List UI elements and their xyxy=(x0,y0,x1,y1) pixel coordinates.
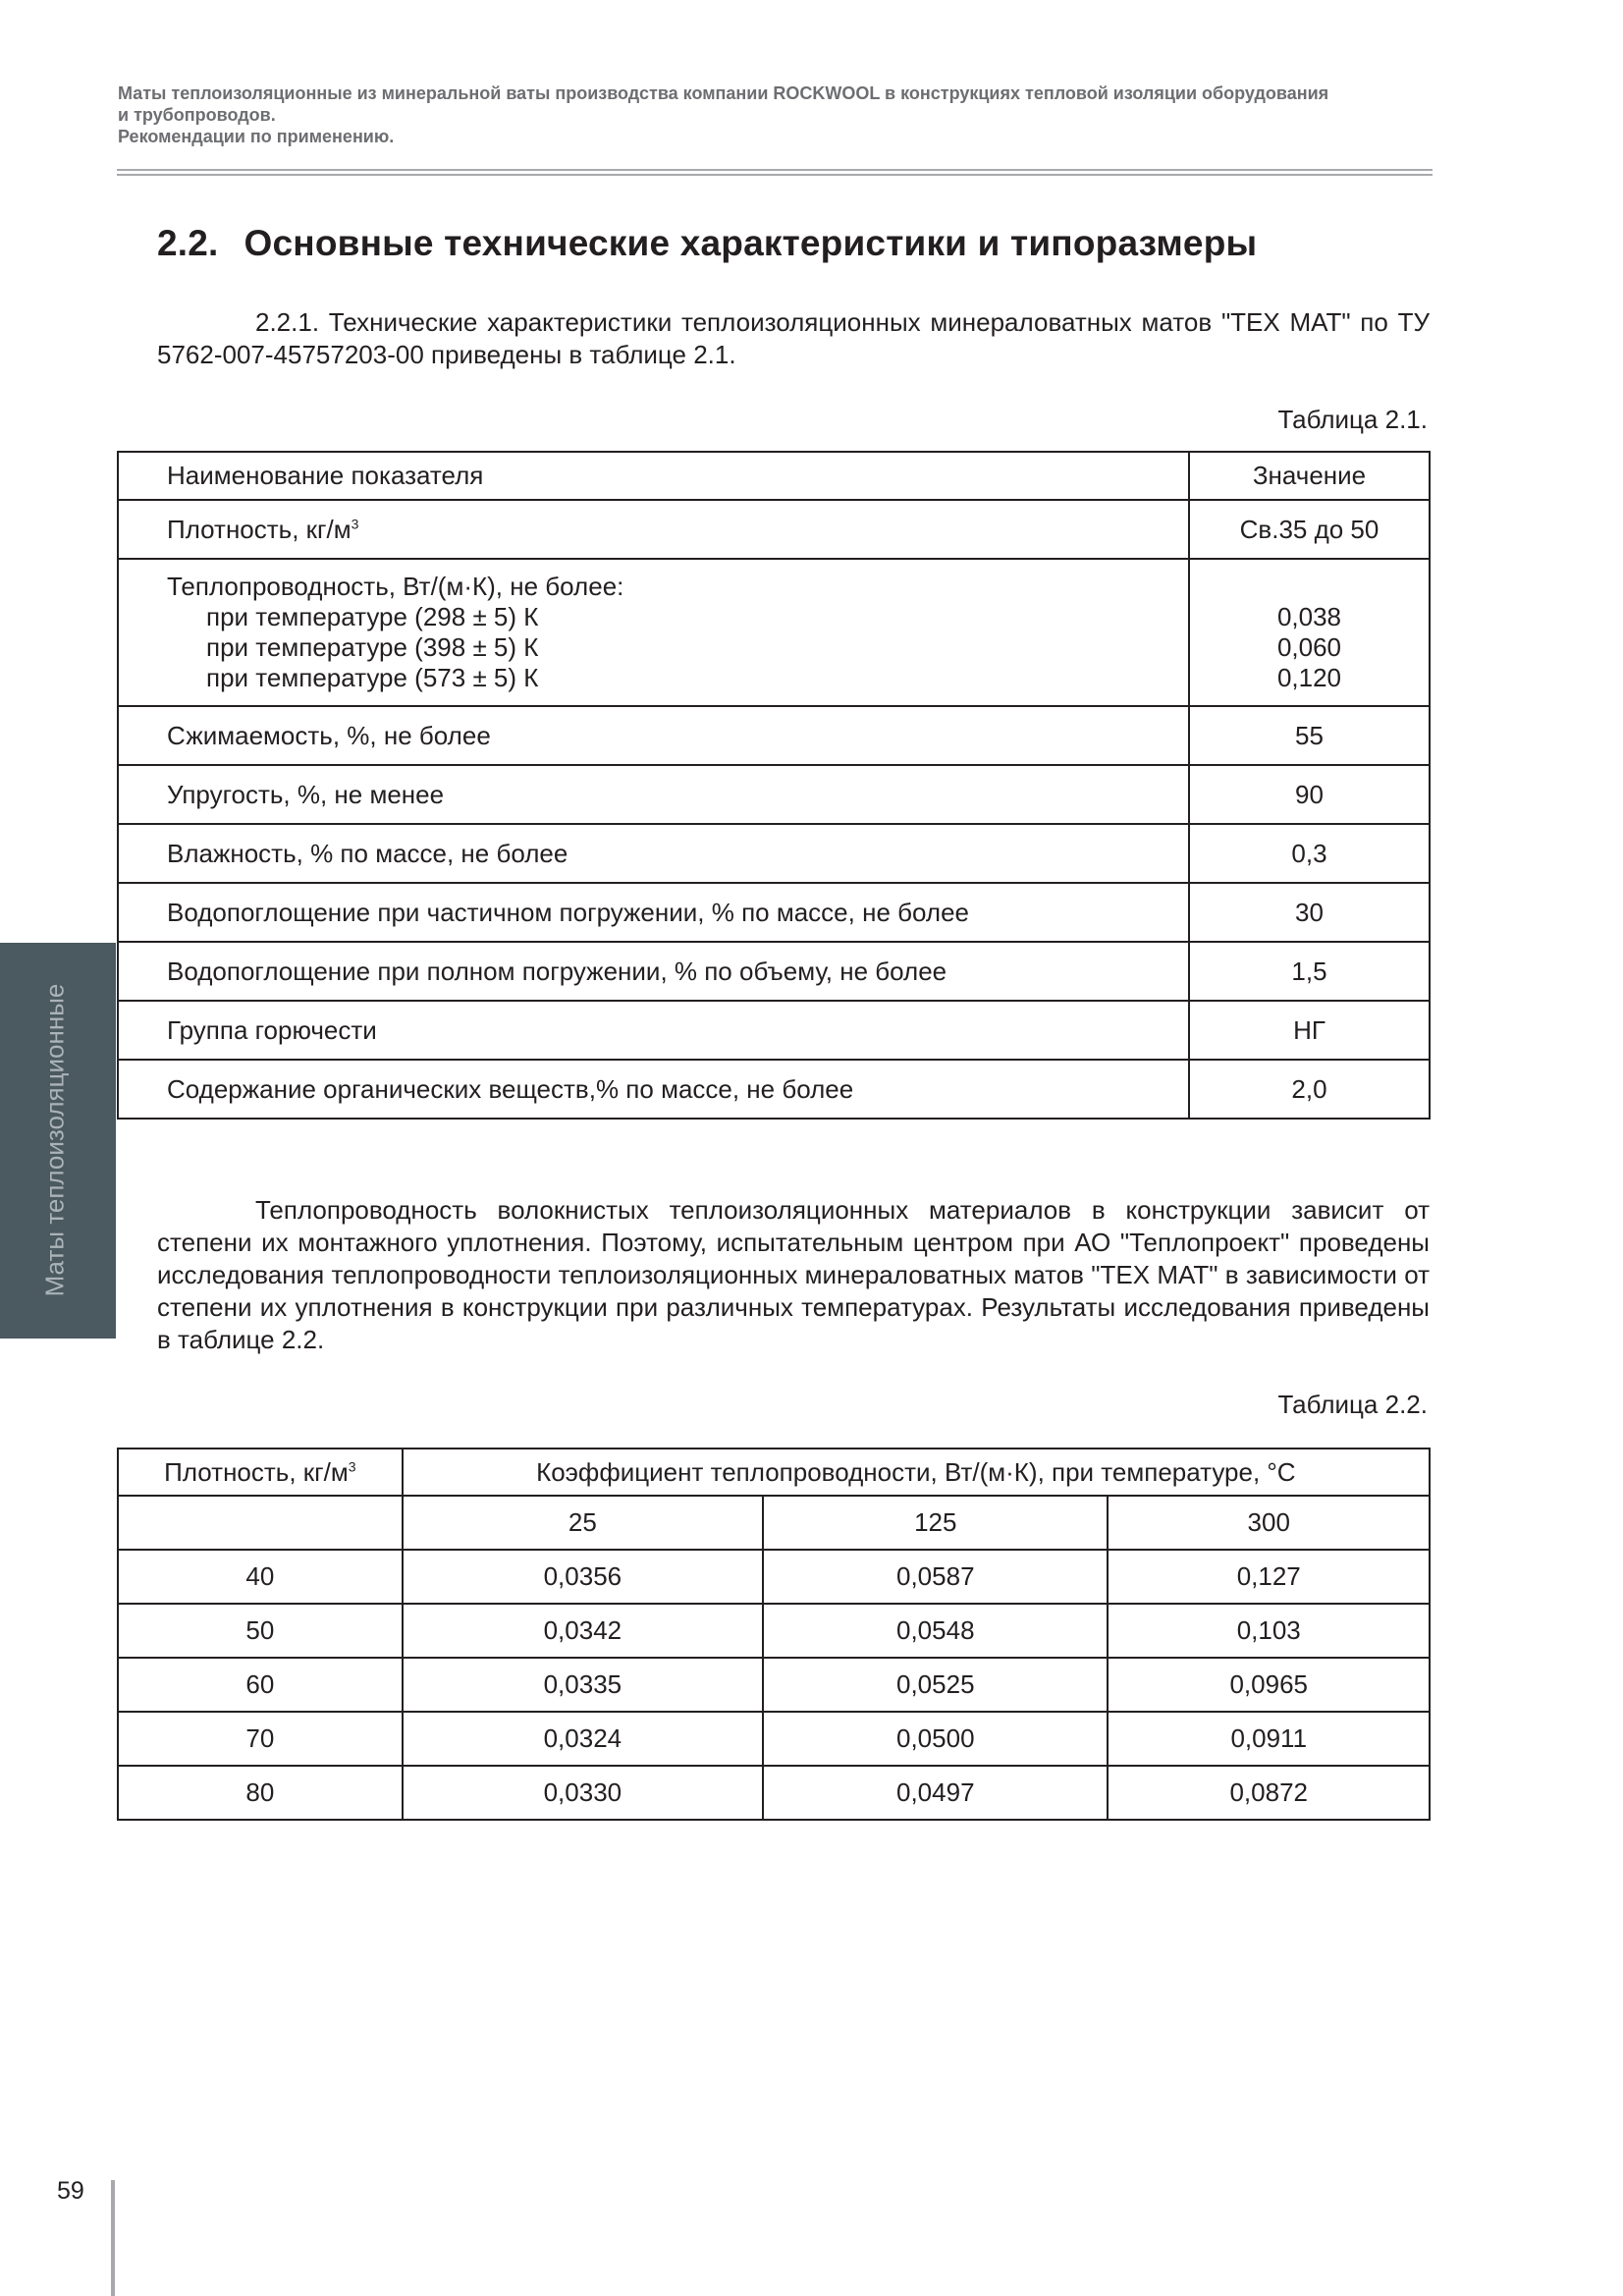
table2-row xyxy=(118,1712,1430,1766)
temperature-cell: 125 xyxy=(763,1496,1108,1550)
value-cell: 0,0324 xyxy=(403,1712,763,1766)
table2-temperature-row xyxy=(118,1496,1430,1550)
coefficient-header-cell: Коэффициент теплопроводности, Вт/(м·К), при температуре, °С xyxy=(403,1449,1430,1496)
row-name-cell: Содержание органических веществ,% по массе, не более xyxy=(118,1060,1189,1119)
table-row xyxy=(118,942,1430,1001)
value-cell: 0,0587 xyxy=(763,1550,1108,1604)
table-conductivity-by-density xyxy=(117,1448,1431,1821)
research-paragraph: Теплопроводность волокнистых теплоизоляционных материалов в конструкции зависит от степени их монтажного уплотнения. Поэтому, испытательным центром при АО "Теплопроект" проведены исследования теплопроводности теплоизоляционных минераловатных матов "ТЕХ МАТ" в зависимости от степени их уплотнения в конструкции при различных температурах. Результаты исследования приведены в таблице 2.2. xyxy=(157,1195,1430,1354)
conductivity-value-398: 0,060 xyxy=(1276,632,1342,662)
header-rule-top xyxy=(117,169,1433,171)
table-row xyxy=(118,706,1430,765)
page-number-bar xyxy=(111,2180,115,2296)
value-cell: 0,0335 xyxy=(403,1658,763,1712)
row-value-cell: 55 xyxy=(1189,706,1430,765)
row-name-cell: Упругость, %, не менее xyxy=(118,765,1189,824)
section-heading: Основные технические характеристики и типоразмеры xyxy=(243,223,1258,263)
page-number: 59 xyxy=(57,2177,84,2205)
table1-caption: Таблица 2.1. xyxy=(1277,405,1428,434)
header-line-2: и трубопроводов. xyxy=(118,105,276,125)
value-cell: 0,0342 xyxy=(403,1604,763,1658)
row-value-cell: НГ xyxy=(1189,1001,1430,1060)
value-cell: 0,0497 xyxy=(763,1766,1108,1820)
table2-row xyxy=(118,1604,1430,1658)
conductivity-name-cell xyxy=(118,559,1189,706)
table2-row xyxy=(118,1766,1430,1820)
table-header-row xyxy=(118,452,1430,500)
row-name-cell: Водопоглощение при полном погружении, % по объему, не более xyxy=(118,942,1189,1001)
density-header-cell xyxy=(118,1449,403,1496)
density-header-sup: 3 xyxy=(348,1457,356,1474)
sidebar-tab-label: Маты теплоизоляционные xyxy=(39,983,70,1297)
conductivity-label-298: при температуре (298 ± 5) К xyxy=(206,602,539,631)
conductivity-name: Теплопроводность, Вт/(м·К), не более: xyxy=(167,572,624,601)
table-row xyxy=(118,824,1430,883)
density-cell: 50 xyxy=(118,1604,403,1658)
density-header: Плотность, кг/м xyxy=(164,1456,349,1487)
density-value-cell: Св.35 до 50 xyxy=(1189,500,1430,559)
table-row xyxy=(118,765,1430,824)
value-cell: 0,0525 xyxy=(763,1658,1108,1712)
table-row-density xyxy=(118,500,1430,559)
density-unit-sup: 3 xyxy=(351,515,359,531)
table2-header-row xyxy=(118,1449,1430,1496)
table2-row xyxy=(118,1550,1430,1604)
intro-paragraph: 2.2.1. Технические характеристики теплоизоляционных минераловатных матов "ТЕХ МАТ" по ТУ 5762-007-45757203-00 приведены в таблице 2.1. xyxy=(157,307,1430,369)
table-row xyxy=(118,1060,1430,1119)
table2-caption: Таблица 2.2. xyxy=(1277,1390,1428,1419)
empty-cell xyxy=(118,1496,403,1550)
temperature-cell: 300 xyxy=(1108,1496,1430,1550)
conductivity-value-573: 0,120 xyxy=(1276,663,1342,692)
conductivity-label-398: при температуре (398 ± 5) К xyxy=(206,632,539,662)
conductivity-value-cell xyxy=(1189,559,1430,706)
header-name-cell: Наименование показателя xyxy=(118,452,1189,500)
header-rule-bottom xyxy=(117,174,1433,176)
table2-row xyxy=(118,1658,1430,1712)
value-cell: 0,0330 xyxy=(403,1766,763,1820)
value-cell: 0,0965 xyxy=(1108,1658,1430,1712)
value-cell: 0,0911 xyxy=(1108,1712,1430,1766)
density-cell: 60 xyxy=(118,1658,403,1712)
table-row xyxy=(118,883,1430,942)
value-cell: 0,103 xyxy=(1108,1604,1430,1658)
row-name-cell: Влажность, % по массе, не более xyxy=(118,824,1189,883)
density-cell: 70 xyxy=(118,1712,403,1766)
value-cell: 0,127 xyxy=(1108,1550,1430,1604)
section-title xyxy=(157,223,1257,264)
row-name-cell: Сжимаемость, %, не более xyxy=(118,706,1189,765)
value-cell: 0,0548 xyxy=(763,1604,1108,1658)
row-value-cell: 1,5 xyxy=(1189,942,1430,1001)
row-name-cell: Водопоглощение при частичном погружении, % по массе, не более xyxy=(118,883,1189,942)
value-cell: 0,0500 xyxy=(763,1712,1108,1766)
row-value-cell: 30 xyxy=(1189,883,1430,942)
value-cell: 0,0356 xyxy=(403,1550,763,1604)
row-value-cell: 90 xyxy=(1189,765,1430,824)
conductivity-value-298: 0,038 xyxy=(1276,602,1342,631)
section-number: 2.2. xyxy=(157,223,219,263)
running-header xyxy=(118,82,1434,147)
density-cell: 40 xyxy=(118,1550,403,1604)
header-value-cell: Значение xyxy=(1189,452,1430,500)
header-line-1: Маты теплоизоляционные из минеральной ваты производства компании ROCKWOOL в конструкциях тепловой изоляции оборудования xyxy=(118,83,1329,103)
row-value-cell: 2,0 xyxy=(1189,1060,1430,1119)
table-row-conductivity xyxy=(118,559,1430,706)
row-name-cell: Группа горючести xyxy=(118,1001,1189,1060)
table-row xyxy=(118,1001,1430,1060)
density-name: Плотность, кг/м xyxy=(167,514,352,544)
conductivity-label-573: при температуре (573 ± 5) К xyxy=(206,663,539,692)
temperature-cell: 25 xyxy=(403,1496,763,1550)
table-technical-characteristics xyxy=(117,451,1431,1120)
header-line-3: Рекомендации по применению. xyxy=(118,127,395,146)
value-cell: 0,0872 xyxy=(1108,1766,1430,1820)
row-value-cell: 0,3 xyxy=(1189,824,1430,883)
density-name-cell xyxy=(118,500,1189,559)
density-cell: 80 xyxy=(118,1766,403,1820)
